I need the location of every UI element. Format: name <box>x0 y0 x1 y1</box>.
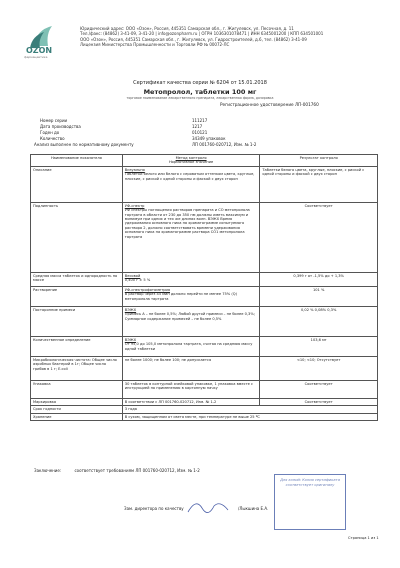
table-row: Микробиологическая чистота: Общее число аэробных бактерий в 1г; Общее число грибов в 1 г; E.coli не более 1000; не более 100; не допускается <10; <10; Отсутствует <box>31 356 378 380</box>
header-line-3: ООО «Озон», Россия, 445351 Самарская обл., г. Жигулевск, ул. Гидростроителей, д.6, тел. (84862) 3-41-09 <box>80 37 307 42</box>
certificate-title: Сертификат качества серии № 6204 от 15.01.2018 <box>133 80 267 86</box>
conclusion: Заключение: соответствует требованиям ЛП 001760-020712, Изм. № 1-2 <box>34 468 200 473</box>
quality-table <box>30 154 378 421</box>
table-row: Срок годности 3 года <box>31 406 378 413</box>
meta-row: Анализ выполнен по нормативному документу ЛП 001760-020712, Изм. № 1-2 <box>34 142 257 147</box>
signature-name: /Лыкшина Е.А. <box>238 506 269 511</box>
table-header-row <box>31 155 378 167</box>
meta-row: Количество 34349 упаковок <box>40 136 226 141</box>
header-result: Результат контроля <box>260 155 378 167</box>
registration-number: Регистрационное удостоверение ЛП-001760 <box>220 102 319 107</box>
meta-row: Номер серии 111217 <box>40 118 208 123</box>
table-row: Маркировка В соответствии с ЛП 001760-020712, Изм. № 1-2 Соответствует <box>31 398 378 405</box>
table-row: Упаковка 30 таблеток в контурной ячейковой упаковке, 1 упаковка вместе с инструкцией по применению в картонную пачку Соответствует <box>31 380 378 398</box>
table-row: Растворение УФ-спектрофотометрия В раствор через 45 мин должно перейти не менее 75% (Q) метопролола тартрата 101 % <box>31 286 378 306</box>
signature-label: Зам. директора по качеству <box>124 506 184 511</box>
product-subtitle: торговое наименование лекарственного препарата, лекарственная форма, дозировка <box>126 96 274 100</box>
table-row: Подлинность УФ-спектр УФ спектры поглощения растворов препарата и СО метопролола тартрата в области от 230 до 350 нм должны иметь максимум и минимум при одних и тех же длинах волн. ВЭЖХ Время удерживания основного пика на хроматограмме испытуемого раствора 2, должно соответствовать времени удерживания основного пика на хроматограмме раствора СО1 метопролола тартрата Соответствует <box>31 202 378 272</box>
logo-name: OZON <box>26 46 53 55</box>
header-method-norms: Метод контроля Нормативное значение <box>122 155 260 167</box>
signature-icon <box>184 496 232 518</box>
table-row: Хранение В сухом, защищенном от света месте, при температуре не выше 25 ºС <box>31 413 378 420</box>
meta-row: Годен до 010121 <box>40 130 208 135</box>
header-indicator: Наименование показателя <box>31 155 123 167</box>
table-row: Посторонние примеси ВЭЖХ Примесь А – не более 0,5%; Любой другой примеси – не более 0,3%; Суммарное содержание примесей – не более 0,5% 0,02 % 0,08% 0,3% <box>31 306 378 336</box>
header-line-2: Тел./факс: (84862) 3-41-09, 3-41-20 | info@ozonpharm.ru | ОГРН 1036301078471 | ИНН 6345001200 | КПП 634501001 <box>80 31 324 36</box>
logo-subtitle: фармацевтика <box>24 55 48 59</box>
header-line-4: Лицензия Министерства Промышленности и Торговли РФ № 00072-ЛС <box>80 42 230 47</box>
table-row: Описание Визуально Таблетки белого или белого с сероватым оттенком цвета, круглые, плоские, с риской с одной стороны и фаской с двух сторон Таблетки белого цвета, круглые, плоские, с риской с одной стороны и фаской с двух сторон <box>31 166 378 202</box>
table-row: Средняя масса таблеток и однородность по массе Весовой 0,400 г ± 5 % 0,399 г от -1,5% до + 1,3% <box>31 272 378 286</box>
meta-row: Дата производства 1217 <box>40 124 203 129</box>
table-row: Количественное определение ВЭЖХ От 95,0 до 105,0 метопролола тартрата, считая на среднюю массу одной таблетки 103,6 мг <box>31 336 378 356</box>
product-title: Метопролол, таблетки 100 мг <box>143 88 257 96</box>
header-line-1: Юридический адрес: ООО «Озон», Россия, 445351 Самарская обл., г. Жигулевск, ул. Песочная, д. 11 <box>80 26 294 31</box>
page-number: Страница 1 из 1 <box>348 536 379 540</box>
copy-stamp: Для копий: Копия сертификата соответствует оригиналу <box>274 474 346 530</box>
